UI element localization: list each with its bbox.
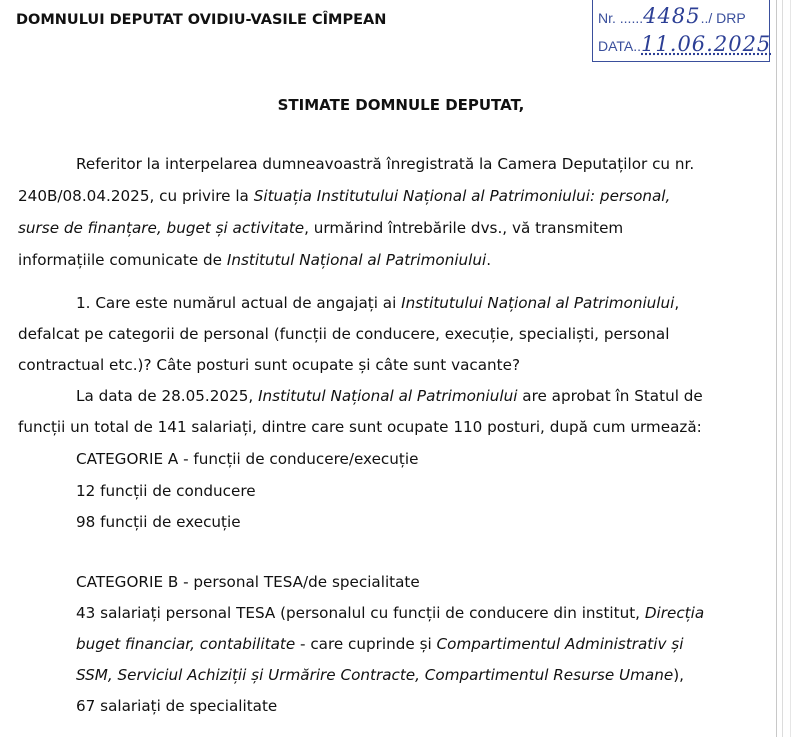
intro-period: .	[486, 251, 492, 269]
cat-b-text-3: ),	[673, 666, 684, 684]
answer-line-2: funcții un total de 141 salariați, dintre care sunt ocupate 110 posturi, după cum urmează:	[18, 418, 702, 436]
q1-comma: ,	[674, 294, 680, 312]
stamp-dots-2: ..	[700, 10, 709, 26]
category-a-title: CATEGORIE A - funcții de conducere/execuție	[76, 450, 419, 468]
cat-b-text-2: - care cuprinde și	[295, 635, 437, 653]
question-1-line-1	[76, 294, 679, 312]
stamp-dots: ......	[619, 10, 644, 26]
intro-line-3	[18, 219, 623, 237]
category-b-line-3	[76, 666, 684, 684]
category-b-line-1	[76, 604, 704, 622]
stamp-nr-suffix: / DRP	[708, 10, 746, 26]
intro-line-4	[18, 251, 491, 269]
cat-b-italic-4: SSM, Serviciul Achiziții și Urmărire Contracte, Compartimentul Resurse Umane	[76, 666, 674, 684]
stamp-date-row	[598, 32, 771, 56]
category-b-title: CATEGORIE B - personal TESA/de specialitate	[76, 573, 420, 591]
q1-text: 1. Care este numărul actual de angajați ai	[76, 294, 402, 312]
intro-text: 240B/08.04.2025, cu privire la	[18, 187, 254, 205]
salutation: STIMATE DOMNULE DEPUTAT,	[277, 96, 525, 114]
stamp-nr-value: 4485	[643, 4, 701, 28]
recipient-heading: DOMNULUI DEPUTAT OVIDIU-VASILE CÎMPEAN	[16, 12, 387, 28]
institution-name-italic: Institutul Național al Patrimoniului	[226, 251, 487, 269]
stamp-number-row	[598, 4, 746, 28]
cat-b-italic-2: buget financiar, contabilitate	[76, 635, 296, 653]
answer-text: La data de 28.05.2025,	[76, 387, 259, 405]
question-1-line-2: defalcat pe categorii de personal (funcții de conducere, execuție, specialiști, personal	[18, 325, 670, 343]
cat-b-text: 43 salariați personal TESA (personalul cu funcții de conducere din institut,	[76, 604, 645, 622]
category-a-item-1: 12 funcții de conducere	[76, 482, 256, 500]
answer-text-2: are aprobat în Statul de	[517, 387, 703, 405]
q1-institution-italic: Institutului Național al Patrimoniului	[401, 294, 675, 312]
cat-b-italic: Direcția	[644, 604, 705, 622]
stamp-date-value: 11.06.2025	[641, 32, 772, 56]
stamp-nr-label: Nr.	[598, 10, 616, 26]
stamp-dots-3: ..	[633, 38, 642, 54]
category-a-item-2: 98 funcții de execuție	[76, 513, 241, 531]
intro-line-2	[18, 187, 670, 205]
intro-line-1: Referitor la interpelarea dumneavoastră înregistrată la Camera Deputaților cu nr.	[76, 155, 695, 173]
question-1-line-3: contractual etc.)? Câte posturi sunt ocupate și câte sunt vacante?	[18, 356, 521, 374]
stamp-date-label: DATA	[598, 38, 634, 54]
registration-stamp	[592, 0, 770, 62]
category-b-line-4: 67 salariați de specialitate	[76, 697, 278, 715]
intro-subject-italic: Situația Institutului Național al Patrimoniului: personal,	[253, 187, 671, 205]
answer-line-1	[76, 387, 703, 405]
intro-text-3: informațiile comunicate de	[18, 251, 227, 269]
intro-text-2: , urmărind întrebările dvs., vă transmitem	[304, 219, 624, 237]
category-b-line-2	[76, 635, 683, 653]
cat-b-italic-3: Compartimentul Administrativ și	[436, 635, 684, 653]
answer-institution-italic: Institutul Național al Patrimoniului	[258, 387, 518, 405]
intro-subject-italic-2: surse de finanțare, buget și activitate	[18, 219, 305, 237]
